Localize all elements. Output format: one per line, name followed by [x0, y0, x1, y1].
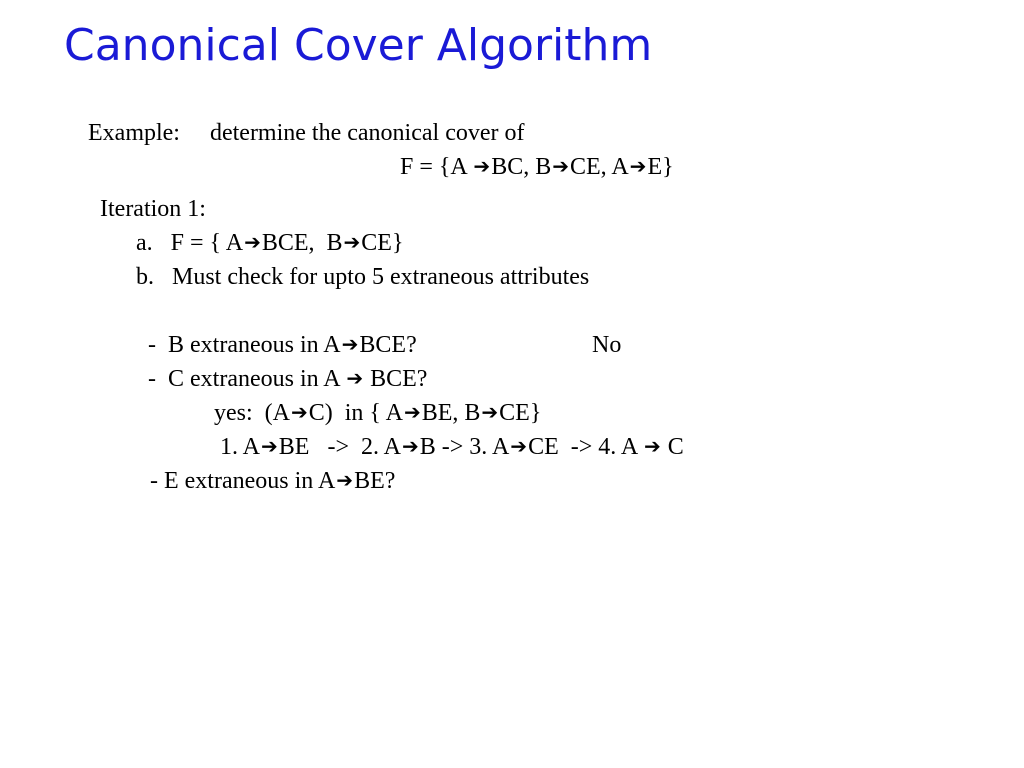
iteration-heading	[100, 194, 206, 224]
derivation-line	[220, 432, 684, 462]
arrow-icon: ➔	[341, 332, 359, 356]
arrow-icon: ➔	[261, 434, 278, 458]
text-segment: Iteration 1:	[100, 196, 206, 222]
text-segment: CE, A	[569, 154, 629, 180]
f-set-line	[400, 152, 674, 182]
arrow-icon: ➔	[244, 230, 261, 254]
text-segment: E}	[647, 154, 674, 180]
text-segment: BE, B	[421, 400, 481, 426]
arrow-icon: ➔	[552, 154, 569, 178]
arrow-icon: ➔	[481, 400, 499, 424]
text-segment: C	[661, 434, 684, 460]
arrow-icon: ➔	[336, 468, 354, 492]
text-segment: F = {A	[400, 154, 473, 180]
arrow-icon: ➔	[343, 230, 361, 254]
arrow-icon: ➔	[510, 434, 528, 458]
text-segment: BCE?	[364, 366, 428, 392]
step-a-line	[136, 228, 403, 258]
arrow-icon: ➔	[643, 434, 661, 458]
slide-title: Canonical Cover Algorithm	[64, 20, 653, 71]
text-segment: CE -> 4. A	[528, 434, 643, 460]
text-segment: - C extraneous in A	[148, 366, 346, 392]
arrow-icon: ➔	[290, 400, 308, 424]
text-segment: a. F = { A	[136, 230, 244, 256]
arrow-icon: ➔	[403, 400, 421, 424]
text-segment: CE}	[361, 230, 404, 256]
example-line	[88, 118, 524, 148]
text-segment: - E extraneous in A	[150, 468, 336, 494]
check-b-answer	[592, 330, 621, 360]
text-segment: BC, B	[491, 154, 552, 180]
arrow-icon: ➔	[346, 366, 364, 390]
arrow-icon: ➔	[629, 154, 647, 178]
text-segment: BE -> 2. A	[278, 434, 401, 460]
arrow-icon: ➔	[401, 434, 419, 458]
text-segment: 1. A	[220, 434, 261, 460]
text-segment: BCE?	[359, 332, 417, 358]
text-segment: B -> 3. A	[419, 434, 510, 460]
check-e-line	[150, 466, 395, 496]
yes-line	[214, 398, 541, 428]
text-segment: b. Must check for upto 5 extraneous attributes	[136, 264, 590, 290]
text-segment: yes: (A	[214, 400, 290, 426]
step-b-line	[136, 262, 589, 292]
text-segment: CE}	[499, 400, 542, 426]
check-c-line	[148, 364, 427, 394]
text-segment: Example: determine the canonical cover of	[88, 120, 525, 146]
text-segment: BCE, B	[261, 230, 343, 256]
arrow-icon: ➔	[473, 154, 491, 178]
text-segment: BE?	[354, 468, 396, 494]
text-segment: C) in { A	[308, 400, 403, 426]
check-b-line	[148, 330, 417, 360]
text-segment: - B extraneous in A	[148, 332, 341, 358]
text-segment: No	[592, 332, 622, 358]
